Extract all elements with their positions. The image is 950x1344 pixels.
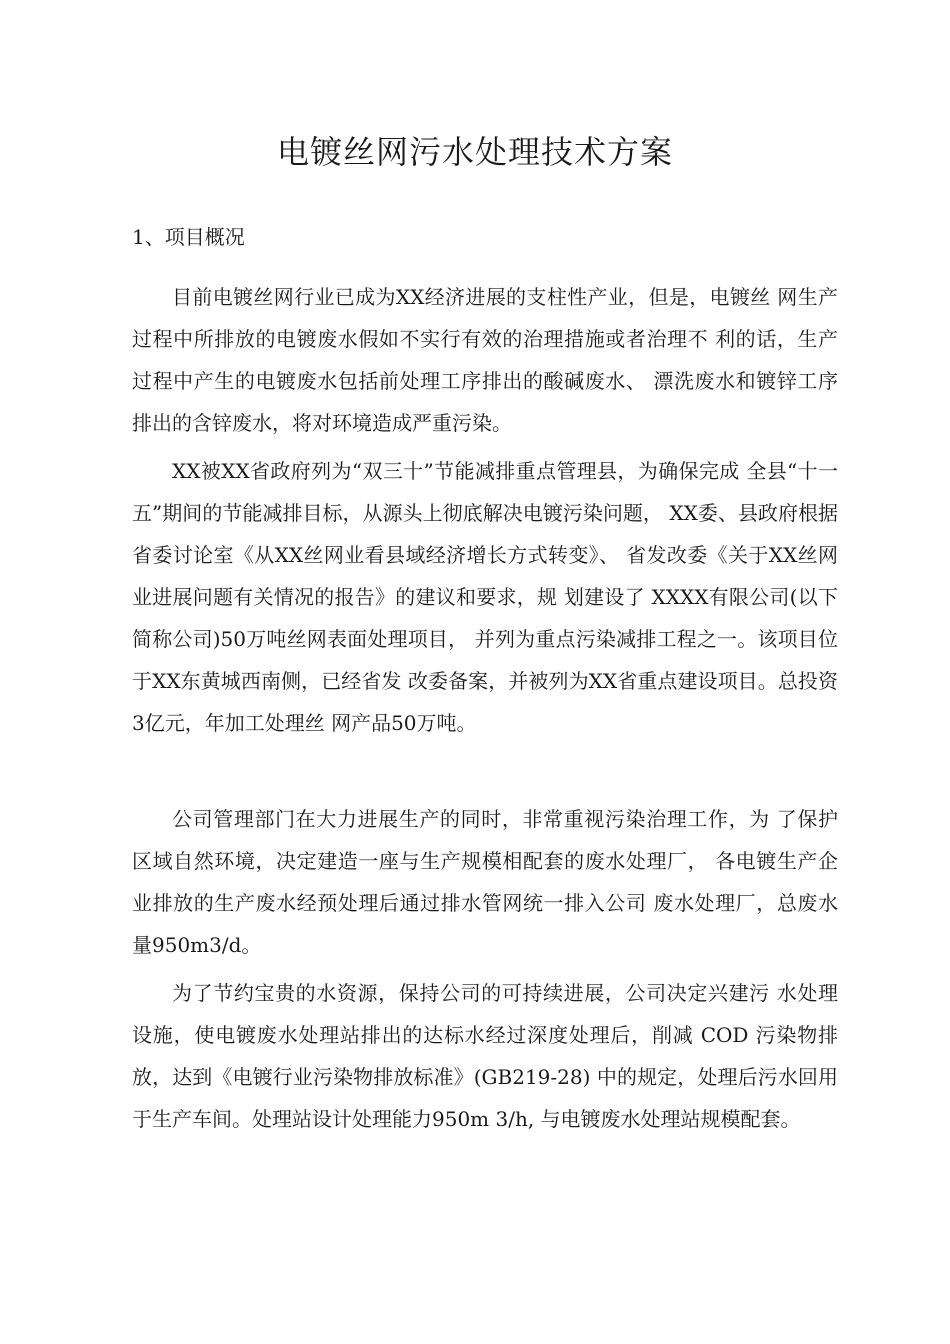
- paragraph-project-background: XX被XX省政府列为“双三十”节能减排重点管理县，为确保完成 全县“十一五”期间的节能减排目标，从源头上彻底解决电镀污染问题， XX委、县政府根据省委讨论室《从XX丝网业看县域经济增长方式转变》、 省发改委《关于XX丝网业进展问题有关情况的报告》的建议和要求，规 划建设了 XXXX有限公司(以下简称公司)50万吨丝网表面处理项目， 并列为重点污染减排工程之一。该项目位于XX东黄城西南侧，已经省发 改委备案，并被列为XX省重点建设项目。总投资3亿元，年加工处理丝 网产品50万吨。: [132, 459, 838, 735]
- paragraph-industry-overview: 目前电镀丝网行业已成为XX经济进展的支柱性产业，但是，电镀丝 网生产过程中所排放的电镀废水假如不实行有效的治理措施或者治理不 利的话，生产过程中产生的电镀废水包括前处理工序排出的酸碱废水、 漂洗废水和镀锌工序排出的含锌废水，将对环境造成严重污染。: [132, 285, 838, 435]
- paragraph-water-reuse: 为了节约宝贵的水资源，保持公司的可持续进展，公司决定兴建污 水处理设施，使电镀废水处理站排出的达标水经过深度处理后，削减 COD 污染物排放，达到《电镀行业污染物排放标准》(GB219-28) 中的规定，处理后污水回用于生产车间。处理站设计处理能力950m 3/h, 与电镀废水处理站规模配套。: [132, 981, 838, 1131]
- paragraph-wastewater-plant: 公司管理部门在大力进展生产的同时，非常重视污染治理工作，为 了保护区域自然环境，决定建造一座与生产规模相配套的废水处理厂， 各电镀生产企业排放的生产废水经预处理后通过排水管网统一排入公司 废水处理厂，总废水量950m3/d。: [132, 807, 838, 957]
- section-heading: 1、项目概况: [132, 225, 245, 249]
- page-title: 电镀丝网污水处理技术方案: [276, 133, 673, 171]
